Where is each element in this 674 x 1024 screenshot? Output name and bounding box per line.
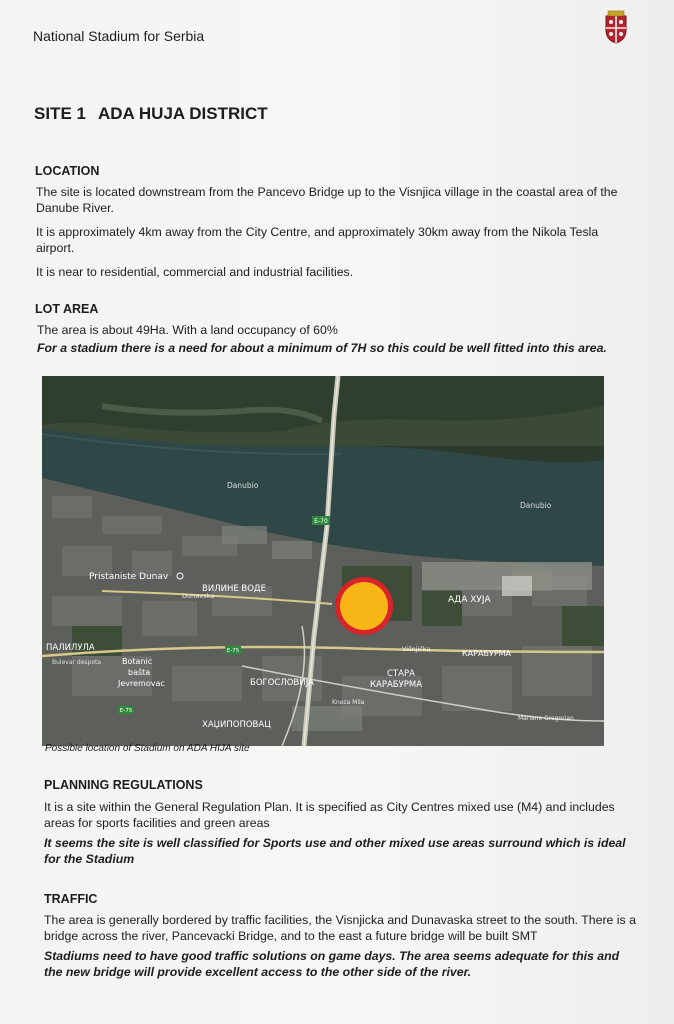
map-label-kneza: Kneza Mila bbox=[332, 699, 365, 706]
lot-area-paragraph-1: The area is about 49Ha. With a land occupancy of 60% bbox=[37, 323, 338, 337]
lot-area-paragraph-2: For a stadium there is a need for about a minimum of 7H so this could be well fitted into this area. bbox=[37, 341, 607, 355]
map-label-mariane: Mariane Gregorian bbox=[518, 715, 574, 722]
map-label-pristaniste: Pristaniste Dunav bbox=[89, 572, 169, 582]
map-caption: Possible location of Stadium on ADA HIJA site bbox=[45, 743, 250, 754]
map-route-label-2: E-75 bbox=[226, 648, 240, 654]
map-label-basta: bašta bbox=[128, 668, 151, 677]
map-label-bogoslovija: БОГОСЛОВИЈА bbox=[250, 678, 314, 688]
traffic-paragraph-1: The area is generally bordered by traffic facilities, the Visnjicka and Dunavaska street to the south. There is a bridge across the river, Pancevacki Bridge, and to the east a future bridge will be built SMT bbox=[44, 913, 636, 943]
planning-paragraph-2: It seems the site is well classified for Sports use and other mixed use areas surround which is ideal for the Stadium bbox=[44, 836, 626, 866]
map-route-label-3: E-75 bbox=[119, 708, 133, 714]
map-route-label: E-70 bbox=[314, 518, 328, 525]
document-header-title: National Stadium for Serbia bbox=[33, 28, 205, 44]
map-river-label-1: Danubio bbox=[227, 481, 259, 490]
map-river-label-2: Danubio bbox=[520, 501, 552, 510]
map-label-botanic: Botanic bbox=[122, 657, 153, 666]
map-label-dunavska: Dunavska bbox=[182, 592, 215, 600]
site-heading bbox=[34, 104, 268, 124]
map-label-palilula: ПАЛИЛУЛА bbox=[46, 643, 95, 653]
satellite-map bbox=[42, 376, 604, 746]
stadium-location-marker bbox=[340, 582, 388, 630]
map-label-viline-vode: ВИЛИНЕ ВОДЕ bbox=[202, 584, 266, 594]
location-paragraph-2: It is approximately 4km away from the City Centre, and approximately 30km away from the Nikola Tesla airport. bbox=[36, 225, 599, 255]
traffic-paragraph-2: Stadiums need to have good traffic solutions on game days. The area seems adequate for this and the new bridge will provide excellent access to the other side of the river. bbox=[44, 949, 620, 979]
map-label-stara: СТАРА bbox=[387, 669, 415, 679]
planning-title: PLANNING REGULATIONS bbox=[44, 778, 203, 792]
site-number: SITE 1 bbox=[34, 104, 86, 123]
map-label-bulevar: Bulevar despota bbox=[52, 659, 102, 666]
site-name: ADA HUJA DISTRICT bbox=[97, 104, 268, 123]
map-label-hadzipopovac: ХАЏИПОПОВАЦ bbox=[202, 720, 271, 730]
location-title: LOCATION bbox=[35, 164, 100, 178]
planning-paragraph-1: It is a site within the General Regulation Plan. It is specified as City Centres mixed use (M4) and includes areas for sports facilities and green areas bbox=[44, 800, 615, 830]
traffic-title: TRAFFIC bbox=[44, 892, 98, 906]
serbian-coat-of-arms-icon bbox=[603, 10, 629, 44]
map-label-visnjicka: Višnjička bbox=[402, 645, 431, 653]
map-label-jevremovac: Jevremovac bbox=[118, 679, 165, 688]
location-paragraph-1: The site is located downstream from the Pancevo Bridge up to the Visnjica village in the coastal area of the Danube River. bbox=[36, 185, 618, 215]
map-label-karaburma: КАРАБУРМА bbox=[462, 649, 512, 658]
map-label-stara-karaburma: КАРАБУРМА bbox=[370, 680, 423, 690]
lot-area-title: LOT AREA bbox=[35, 302, 99, 316]
location-paragraph-3: It is near to residential, commercial and industrial facilities. bbox=[36, 265, 354, 279]
map-label-ada-huja: АДА ХУЈА bbox=[448, 595, 491, 605]
